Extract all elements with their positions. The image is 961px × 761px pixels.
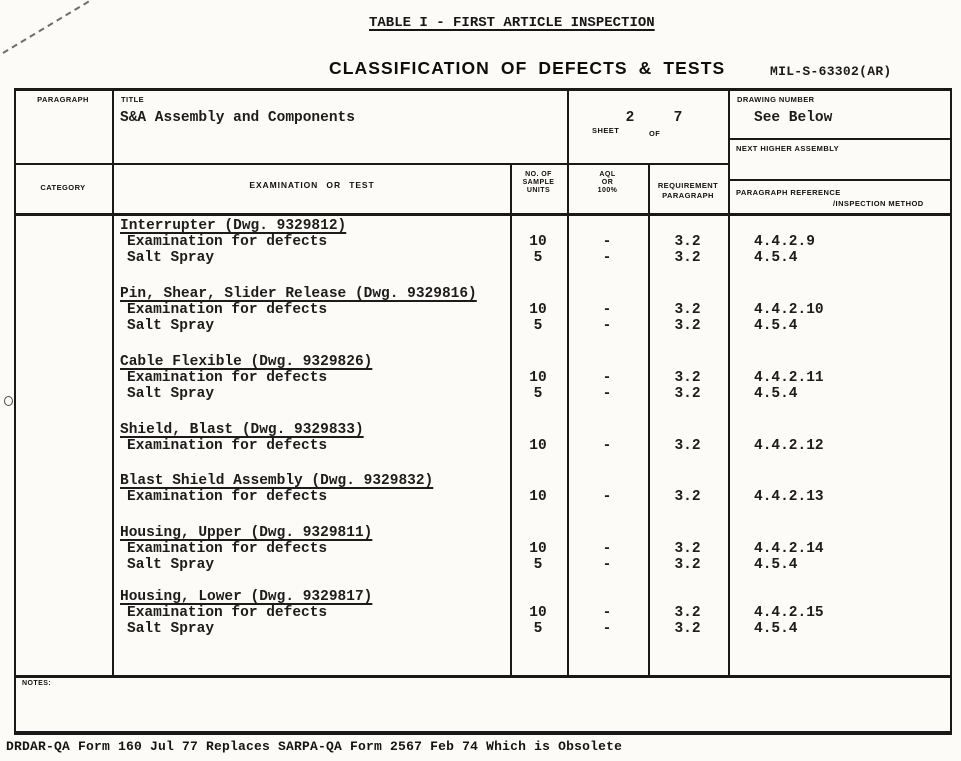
test-name: Examination for defects bbox=[127, 370, 328, 386]
requirement-value: 3.2 bbox=[674, 302, 701, 318]
test-name: Examination for defects bbox=[127, 302, 328, 318]
reference-value: 4.4.2.11 bbox=[754, 370, 824, 386]
aql-value: - bbox=[602, 302, 612, 318]
examination-row bbox=[14, 250, 950, 266]
sample-units-value: 5 bbox=[533, 318, 543, 334]
sample-units-value: 10 bbox=[529, 489, 547, 505]
aql-label-line3: 100% bbox=[597, 187, 618, 194]
section-heading: Pin, Shear, Slider Release (Dwg. 9329816) bbox=[120, 286, 477, 302]
test-name: Examination for defects bbox=[127, 234, 328, 250]
sample-units-label-line1: NO. OF bbox=[525, 171, 552, 178]
sample-units-value: 5 bbox=[533, 621, 543, 637]
requirement-label-line2: PARAGRAPH bbox=[662, 191, 714, 200]
category-column-label: CATEGORY bbox=[40, 183, 86, 192]
section-shield-blast bbox=[14, 422, 950, 454]
reference-value: 4.5.4 bbox=[754, 621, 798, 637]
requirement-label-line1: REQUIREMENT bbox=[657, 181, 719, 190]
examination-column-label: EXAMINATION OR TEST bbox=[249, 180, 375, 190]
requirement-value: 3.2 bbox=[674, 370, 701, 386]
form-title: CLASSIFICATION OF DEFECTS & TESTS bbox=[329, 58, 726, 78]
drawing-number-label: DRAWING NUMBER bbox=[737, 95, 815, 104]
table-title: TABLE I - FIRST ARTICLE INSPECTION bbox=[369, 15, 655, 31]
reference-value: 4.5.4 bbox=[754, 250, 798, 266]
examination-row bbox=[14, 605, 950, 621]
section-housing-upper bbox=[14, 525, 950, 573]
examination-row bbox=[14, 489, 950, 505]
drawing-number-value: See Below bbox=[754, 110, 833, 126]
reference-value: 4.5.4 bbox=[754, 386, 798, 402]
section-blast-shield-assembly bbox=[14, 473, 950, 505]
sample-units-value: 5 bbox=[533, 557, 543, 573]
requirement-value: 3.2 bbox=[674, 386, 701, 402]
reference-value: 4.5.4 bbox=[754, 318, 798, 334]
section-heading: Shield, Blast (Dwg. 9329833) bbox=[120, 422, 364, 438]
aql-value: - bbox=[602, 318, 612, 334]
section-heading: Housing, Upper (Dwg. 9329811) bbox=[120, 525, 373, 541]
test-name: Salt Spray bbox=[127, 557, 215, 573]
sample-units-value: 5 bbox=[533, 250, 543, 266]
aql-value: - bbox=[602, 386, 612, 402]
section-heading: Interrupter (Dwg. 9329812) bbox=[120, 218, 347, 234]
requirement-value: 3.2 bbox=[674, 541, 701, 557]
examination-row bbox=[14, 370, 950, 386]
examination-row bbox=[14, 438, 950, 454]
requirement-value: 3.2 bbox=[674, 250, 701, 266]
form-footer: DRDAR-QA Form 160 Jul 77 Replaces SARPA-QA Form 2567 Feb 74 Which is Obsolete bbox=[6, 739, 623, 754]
test-name: Examination for defects bbox=[127, 438, 328, 454]
sample-units-value: 10 bbox=[529, 438, 547, 454]
reference-value: 4.4.2.9 bbox=[754, 234, 815, 250]
table-border-bottom bbox=[14, 731, 952, 735]
section-housing-lower bbox=[14, 589, 950, 637]
sheet-of-label: OF bbox=[649, 129, 661, 138]
inspection-method-label: /INSPECTION METHOD bbox=[833, 199, 924, 208]
test-name: Examination for defects bbox=[127, 489, 328, 505]
reference-value: 4.5.4 bbox=[754, 557, 798, 573]
aql-value: - bbox=[602, 621, 612, 637]
requirement-value: 3.2 bbox=[674, 438, 701, 454]
aql-value: - bbox=[602, 605, 612, 621]
reference-value: 4.4.2.13 bbox=[754, 489, 824, 505]
aql-value: - bbox=[602, 489, 612, 505]
sample-units-label-line3: UNITS bbox=[526, 187, 551, 194]
section-heading: Housing, Lower (Dwg. 9329817) bbox=[120, 589, 373, 605]
requirement-value: 3.2 bbox=[674, 605, 701, 621]
sample-units-value: 10 bbox=[529, 234, 547, 250]
aql-label-line1: AQL bbox=[599, 171, 616, 178]
requirement-value: 3.2 bbox=[674, 234, 701, 250]
requirement-value: 3.2 bbox=[674, 489, 701, 505]
examination-row bbox=[14, 318, 950, 334]
test-name: Salt Spray bbox=[127, 386, 215, 402]
test-name: Salt Spray bbox=[127, 621, 215, 637]
test-name: Examination for defects bbox=[127, 541, 328, 557]
table-rule-nha-bottom bbox=[728, 179, 952, 181]
spec-number: MIL-S-63302(AR) bbox=[770, 64, 892, 79]
next-higher-assembly-label: NEXT HIGHER ASSEMBLY bbox=[736, 144, 840, 153]
examination-row bbox=[14, 386, 950, 402]
table-border-right bbox=[950, 88, 952, 735]
sheet-number-value: 2 bbox=[625, 110, 635, 126]
aql-value: - bbox=[602, 557, 612, 573]
requirement-value: 3.2 bbox=[674, 557, 701, 573]
sheet-total-value: 7 bbox=[673, 110, 683, 126]
title-field-value: S&A Assembly and Components bbox=[120, 110, 355, 126]
aql-value: - bbox=[602, 250, 612, 266]
examination-row bbox=[14, 557, 950, 573]
sample-units-value: 5 bbox=[533, 386, 543, 402]
paragraph-column-label: PARAGRAPH bbox=[37, 95, 89, 104]
aql-value: - bbox=[602, 234, 612, 250]
sample-units-value: 10 bbox=[529, 541, 547, 557]
aql-value: - bbox=[602, 438, 612, 454]
test-name: Salt Spray bbox=[127, 250, 215, 266]
aql-value: - bbox=[602, 541, 612, 557]
sample-units-label-line2: SAMPLE bbox=[522, 179, 555, 186]
test-name: Examination for defects bbox=[127, 605, 328, 621]
requirement-value: 3.2 bbox=[674, 621, 701, 637]
sample-units-value: 10 bbox=[529, 302, 547, 318]
aql-label-line2: OR bbox=[601, 179, 614, 186]
reference-value: 4.4.2.14 bbox=[754, 541, 824, 557]
section-cable-flexible bbox=[14, 354, 950, 402]
paragraph-reference-label: PARAGRAPH REFERENCE bbox=[736, 188, 841, 197]
section-interrupter bbox=[14, 218, 950, 266]
examination-row bbox=[14, 302, 950, 318]
table-rule-notes-top bbox=[14, 675, 952, 678]
section-heading: Cable Flexible (Dwg. 9329826) bbox=[120, 354, 373, 370]
sample-units-value: 10 bbox=[529, 370, 547, 386]
section-pin-shear-slider-release bbox=[14, 286, 950, 334]
requirement-value: 3.2 bbox=[674, 318, 701, 334]
scan-artifact-dot bbox=[4, 396, 13, 406]
table-rule-header-bottom bbox=[14, 213, 952, 216]
scan-artifact-line bbox=[2, 1, 89, 54]
sheet-field-label: SHEET bbox=[592, 126, 620, 135]
table-rule-drawing-bottom bbox=[728, 138, 952, 140]
examination-row bbox=[14, 234, 950, 250]
test-name: Salt Spray bbox=[127, 318, 215, 334]
aql-value: - bbox=[602, 370, 612, 386]
section-heading: Blast Shield Assembly (Dwg. 9329832) bbox=[120, 473, 434, 489]
table-rule-header1-bottom bbox=[14, 163, 730, 165]
reference-value: 4.4.2.10 bbox=[754, 302, 824, 318]
table-border-top bbox=[14, 88, 952, 91]
notes-label: NOTES: bbox=[22, 680, 52, 687]
examination-row bbox=[14, 621, 950, 637]
examination-row bbox=[14, 541, 950, 557]
title-field-label: TITLE bbox=[121, 95, 145, 104]
reference-value: 4.4.2.12 bbox=[754, 438, 824, 454]
sample-units-value: 10 bbox=[529, 605, 547, 621]
reference-value: 4.4.2.15 bbox=[754, 605, 824, 621]
